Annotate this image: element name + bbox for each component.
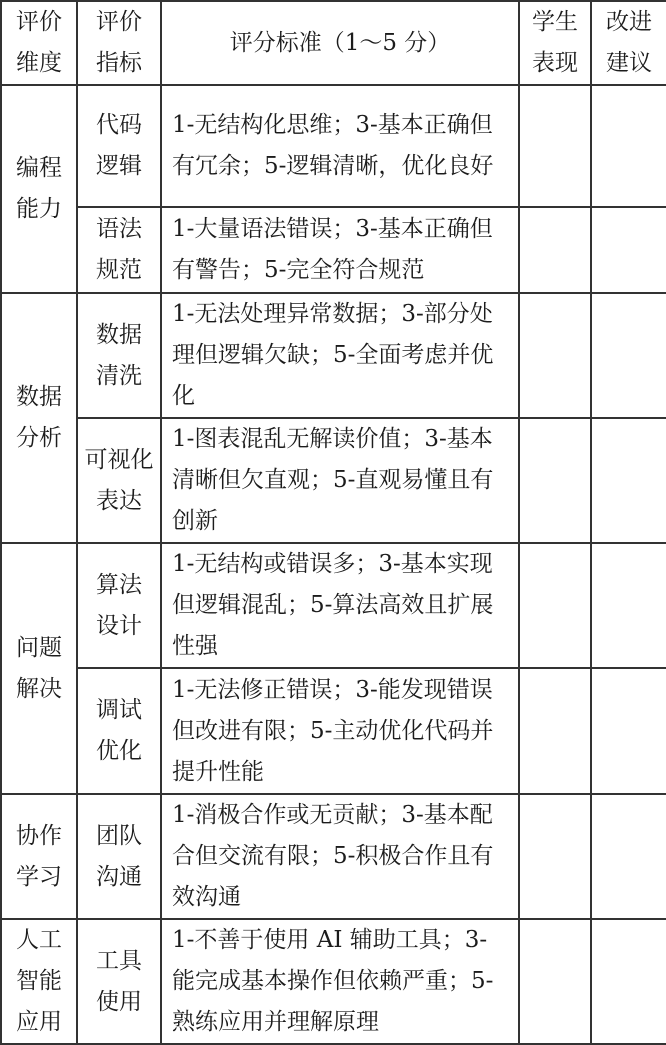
improvement-cell[interactable] (591, 207, 666, 293)
table-row (1, 543, 666, 668)
performance-cell[interactable] (519, 293, 591, 418)
performance-cell[interactable] (519, 543, 591, 668)
performance-cell[interactable] (519, 418, 591, 543)
criteria-cell: 1-消极合作或无贡献；3-基本配合但交流有限；5-积极合作且有效沟通 (161, 794, 519, 919)
table-row (1, 207, 666, 293)
criteria-cell: 1-无结构化思维；3-基本正确但有冗余；5-逻辑清晰，优化良好 (161, 85, 519, 207)
table-row (1, 794, 666, 919)
table-row (1, 668, 666, 794)
table-row (1, 293, 666, 418)
performance-cell[interactable] (519, 794, 591, 919)
indicator-cell: 可视化表达 (77, 418, 161, 543)
header-improvement: 改进建议 (591, 1, 666, 85)
performance-cell[interactable] (519, 668, 591, 794)
criteria-cell: 1-图表混乱无解读价值；3-基本清晰但欠直观；5-直观易懂且有创新 (161, 418, 519, 543)
improvement-cell[interactable] (591, 293, 666, 418)
table-row (1, 919, 666, 1044)
indicator-cell: 语法规范 (77, 207, 161, 293)
indicator-cell: 代码逻辑 (77, 85, 161, 207)
performance-cell[interactable] (519, 85, 591, 207)
improvement-cell[interactable] (591, 919, 666, 1044)
improvement-cell[interactable] (591, 85, 666, 207)
header-criteria: 评分标准（1～5 分） (161, 1, 519, 85)
improvement-cell[interactable] (591, 418, 666, 543)
performance-cell[interactable] (519, 919, 591, 1044)
criteria-cell: 1-大量语法错误；3-基本正确但有警告；5-完全符合规范 (161, 207, 519, 293)
criteria-cell: 1-不善于使用 AI 辅助工具；3-能完成基本操作但依赖严重；5-熟练应用并理解原理 (161, 919, 519, 1044)
improvement-cell[interactable] (591, 543, 666, 668)
performance-cell[interactable] (519, 207, 591, 293)
header-dimension: 评价维度 (1, 1, 77, 85)
dimension-cell: 协作学习 (1, 794, 77, 919)
criteria-cell: 1-无法处理异常数据；3-部分处理但逻辑欠缺；5-全面考虑并优化 (161, 293, 519, 418)
indicator-cell: 调试优化 (77, 668, 161, 794)
table-row (1, 418, 666, 543)
indicator-cell: 团队沟通 (77, 794, 161, 919)
table-row (1, 85, 666, 207)
criteria-cell: 1-无法修正错误；3-能发现错误但改进有限；5-主动优化代码并提升性能 (161, 668, 519, 794)
indicator-cell: 工具使用 (77, 919, 161, 1044)
dimension-cell: 数据分析 (1, 293, 77, 543)
criteria-cell: 1-无结构或错误多；3-基本实现但逻辑混乱；5-算法高效且扩展性强 (161, 543, 519, 668)
table-header-row (1, 1, 666, 85)
dimension-cell: 编程能力 (1, 85, 77, 293)
header-indicator: 评价指标 (77, 1, 161, 85)
dimension-cell: 问题解决 (1, 543, 77, 794)
improvement-cell[interactable] (591, 794, 666, 919)
indicator-cell: 数据清洗 (77, 293, 161, 418)
header-performance: 学生表现 (519, 1, 591, 85)
improvement-cell[interactable] (591, 668, 666, 794)
indicator-cell: 算法设计 (77, 543, 161, 668)
dimension-cell: 人工智能应用 (1, 919, 77, 1044)
